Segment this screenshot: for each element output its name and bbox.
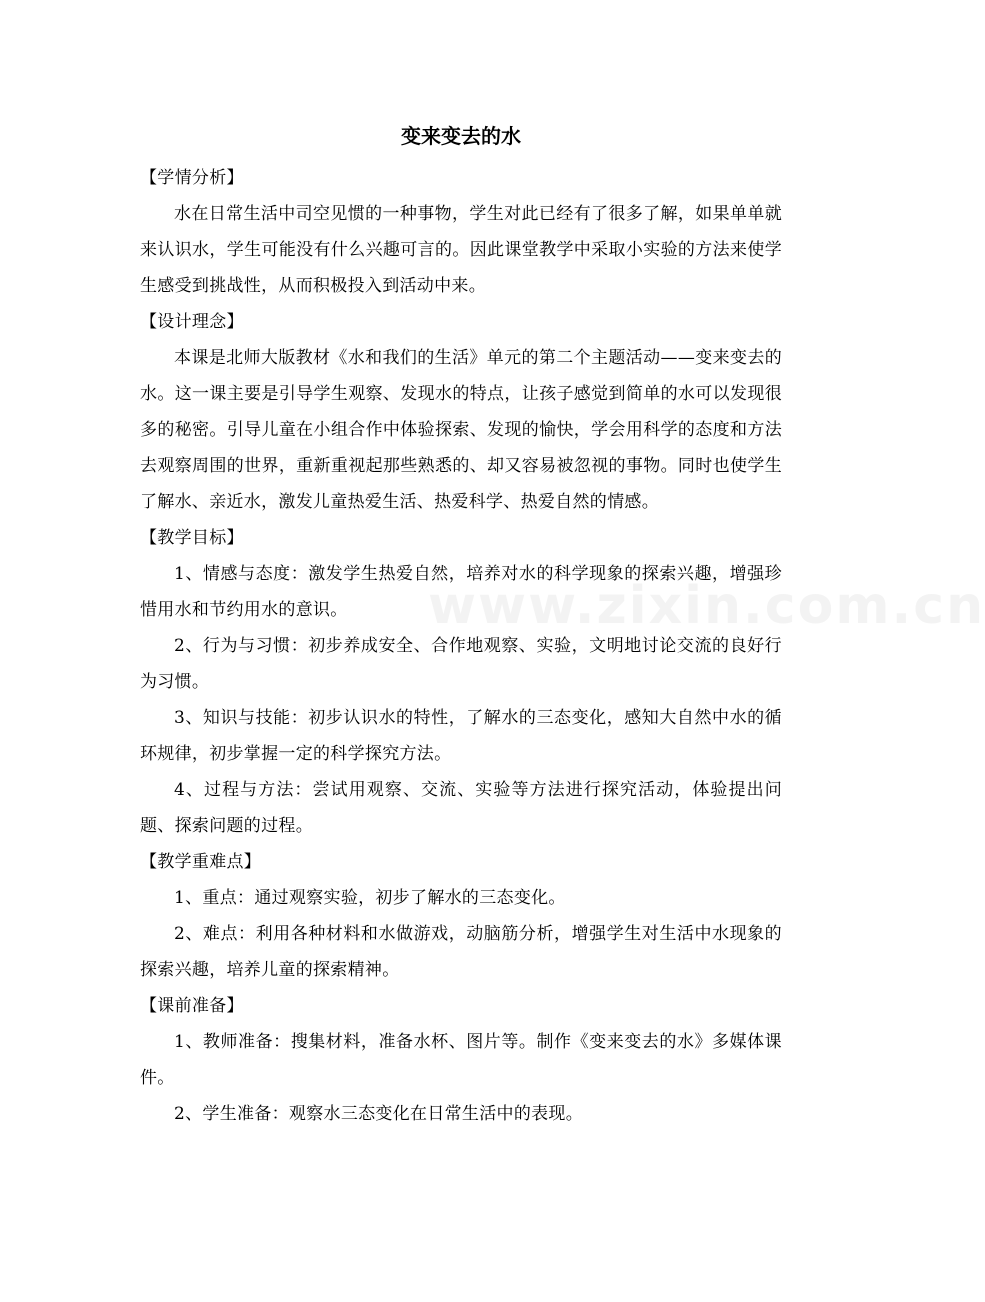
section-heading-preparation: 【课前准备】 (140, 996, 244, 1016)
paragraph: 1、教师准备：搜集材料，准备水杯、图片等。制作《变来变去的水》多媒体课件。 (140, 1032, 782, 1088)
paragraph: 2、行为与习惯：初步养成安全、合作地观察、实验，文明地讨论交流的良好行为习惯。 (140, 636, 782, 692)
paragraph: 水在日常生活中司空见惯的一种事物，学生对此已经有了很多了解，如果单单就来认识水，学生可能没有什么兴趣可言的。因此课堂教学中采取小实验的方法来使学生感受到挑战性，从而积极投入到活动中来。 (140, 204, 782, 296)
section-heading-key-difficulties: 【教学重难点】 (140, 852, 262, 872)
paragraph: 2、难点：利用各种材料和水做游戏，动脑筋分析，增强学生对生活中水现象的探索兴趣，培养儿童的探索精神。 (140, 924, 782, 980)
paragraph: 本课是北师大版教材《水和我们的生活》单元的第二个主题活动——变来变去的水。这一课主要是引导学生观察、发现水的特点，让孩子感觉到简单的水可以发现很多的秘密。引导儿童在小组合作中体验探索、发现的愉快，学会用科学的态度和方法去观察周围的世界，重新重视起那些熟悉的、却又容易被忽视的事物。同时也使学生了解水、亲近水，激发儿童热爱生活、热爱科学、热爱自然的情感。 (140, 348, 782, 512)
document-title: 变来变去的水 (401, 124, 521, 148)
document-body (140, 160, 782, 1132)
paragraph: 2、学生准备：观察水三态变化在日常生活中的表现。 (174, 1104, 584, 1124)
section-heading-learning-analysis: 【学情分析】 (140, 168, 244, 188)
paragraph: 1、重点：通过观察实验，初步了解水的三态变化。 (174, 888, 566, 908)
paragraph: 3、知识与技能：初步认识水的特性，了解水的三态变化，感知大自然中水的循环规律，初步掌握一定的科学探究方法。 (140, 708, 782, 764)
paragraph: 1、情感与态度：激发学生热爱自然，培养对水的科学现象的探索兴趣，增强珍惜用水和节约用水的意识。 (140, 564, 782, 620)
section-heading-teaching-goals: 【教学目标】 (140, 528, 244, 548)
watermark: www.zixin.com.cn (428, 576, 985, 636)
section-heading-design-concept: 【设计理念】 (140, 312, 244, 332)
paragraph: 4、过程与方法：尝试用观察、交流、实验等方法进行探究活动，体验提出问题、探索问题的过程。 (140, 780, 782, 836)
